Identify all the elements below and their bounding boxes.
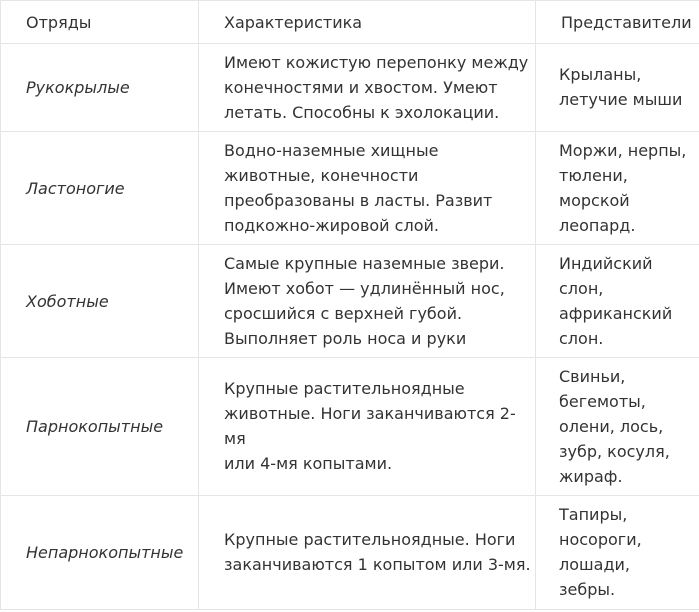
representatives-line: Моржи, нерпы,	[559, 141, 687, 160]
characteristic-line: Выполняет роль носа и руки	[224, 329, 467, 348]
representatives-line: Тапиры,	[559, 505, 628, 524]
characteristic-line: или 4-мя копытами.	[224, 453, 393, 473]
representatives-line: тюлени,	[559, 166, 628, 185]
representatives-line: слон,	[559, 279, 604, 298]
characteristic-line: сросшийся с верхней губой.	[224, 304, 463, 323]
representatives-cell	[536, 358, 699, 496]
table-row	[1, 358, 699, 496]
representatives-cell	[536, 44, 699, 132]
table-row	[1, 132, 699, 245]
representatives-line: зебры.	[559, 580, 616, 599]
characteristic-cell	[199, 245, 536, 358]
characteristic-cell	[199, 44, 536, 132]
characteristic-line: животные. Ноги заканчиваются 2-мя	[224, 403, 516, 448]
characteristic-line: летать. Способны к эхолокации.	[224, 103, 500, 122]
header-order: Отряды	[1, 1, 199, 44]
characteristic-line: Имеют хобот — удлинённый нос,	[224, 279, 505, 298]
order-cell: Ластоногие	[1, 132, 199, 245]
characteristic-line: Крупные растительноядные	[224, 378, 465, 398]
characteristic-line: животные, конечности	[224, 166, 419, 185]
representatives-cell	[536, 132, 699, 245]
characteristic-line: Самые крупные наземные звери.	[224, 254, 505, 273]
order-cell: Непарнокопытные	[1, 496, 199, 610]
representatives-line: зубр, косуля,	[559, 442, 670, 461]
representatives-line: носороги,	[559, 530, 642, 549]
characteristic-line: Имеют кожистую перепонку между	[224, 53, 529, 72]
order-cell: Рукокрылые	[1, 44, 199, 132]
representatives-cell	[536, 245, 699, 358]
representatives-line: лошади,	[559, 555, 631, 574]
order-cell: Парнокопытные	[1, 358, 199, 496]
header-characteristic: Характеристика	[199, 1, 536, 44]
characteristic-line: Водно-наземные хищные	[224, 141, 439, 160]
characteristic-line: подкожно-жировой слой.	[224, 216, 439, 235]
representatives-line: морской	[559, 191, 630, 210]
representatives-line: летучие мыши	[559, 89, 683, 109]
representatives-line: Свиньи,	[559, 367, 626, 386]
representatives-cell	[536, 496, 699, 610]
representatives-line: бегемоты,	[559, 392, 646, 411]
characteristic-line: Крупные растительноядные. Ноги	[224, 529, 516, 549]
characteristic-line: преобразованы в ласты. Развит	[224, 191, 493, 210]
characteristic-cell	[199, 358, 536, 496]
characteristic-cell	[199, 132, 536, 245]
representatives-line: олени, лось,	[559, 417, 664, 436]
table-header-row	[1, 1, 699, 44]
representatives-line: Индийский	[559, 254, 653, 273]
representatives-line: африканский	[559, 304, 673, 323]
characteristic-line: заканчиваются 1 копытом или 3-мя.	[224, 554, 531, 574]
table-row	[1, 496, 699, 610]
order-cell: Хоботные	[1, 245, 199, 358]
representatives-line: леопард.	[559, 216, 636, 235]
header-representatives: Представители	[536, 1, 699, 44]
representatives-line: Крыланы,	[559, 64, 642, 84]
table-row	[1, 44, 699, 132]
representatives-line: жираф.	[559, 467, 623, 486]
table-row	[1, 245, 699, 358]
representatives-line: слон.	[559, 329, 604, 348]
characteristic-cell	[199, 496, 536, 610]
characteristic-line: конечностями и хвостом. Умеют	[224, 78, 498, 97]
